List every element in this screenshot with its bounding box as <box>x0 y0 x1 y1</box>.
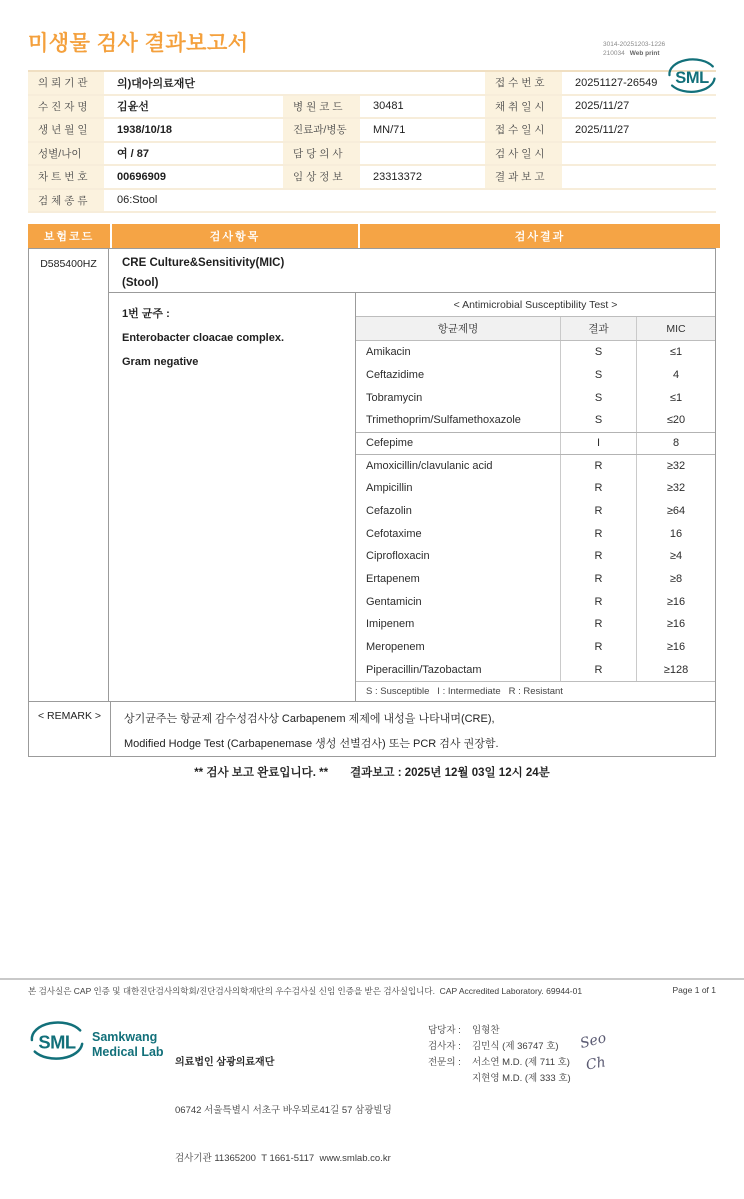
ast-row <box>356 477 715 500</box>
label-attending-doctor: 담당의사 <box>283 143 360 167</box>
ast-row <box>356 568 715 591</box>
staff-role: 전문의 : <box>428 1057 461 1068</box>
staff-line <box>428 1071 628 1087</box>
susceptibility-result: S <box>561 386 637 409</box>
mic-value: ≥16 <box>666 618 686 631</box>
report-datetime: 결과보고 : 2025년 12월 03일 12시 24분 <box>350 767 550 779</box>
footer-divider <box>0 978 744 980</box>
antibiotic-name: Amoxicillin/clavulanic acid <box>356 455 561 477</box>
ast-row <box>356 545 715 568</box>
staff-name: 서소연 M.D. (제 711 호) <box>472 1057 570 1068</box>
ast-row <box>356 454 715 477</box>
susceptibility-result: R <box>561 613 637 636</box>
label-sex-age: 성별/나이 <box>28 143 104 167</box>
page-title: 미생물 검사 결과보고서 <box>28 32 249 55</box>
value-collection-datetime: 2025/11/27 <box>562 96 716 120</box>
label-receipt-no: 접수번호 <box>485 72 562 96</box>
insurance-code: D585400HZ <box>29 249 109 701</box>
susceptibility-result: R <box>561 545 637 568</box>
antibiotic-name: Cefepime <box>356 433 561 455</box>
org-address: 06742 서울특별시 서초구 바우뫼로41길 57 삼광빌딩 <box>175 1105 392 1116</box>
mic-value: ≤1 <box>669 391 683 404</box>
specimen-name: (Stool) <box>122 277 159 289</box>
print-meta <box>603 49 665 58</box>
antibiotic-name: Ertapenem <box>356 568 561 591</box>
remark-label: < REMARK > <box>29 702 111 756</box>
patient-info-table <box>28 70 716 213</box>
antibiotic-name: Cefotaxime <box>356 522 561 545</box>
susceptibility-table <box>355 293 715 701</box>
footer-main <box>28 1018 716 1199</box>
col-mic: MIC <box>666 322 686 335</box>
remark-row <box>29 701 715 756</box>
antibiotic-name: Imipenem <box>356 613 561 636</box>
antibiotic-name: Trimethoprim/Sulfamethoxazole <box>356 409 561 432</box>
value-patient-name: 김윤선 <box>104 96 283 120</box>
ast-row <box>356 341 715 364</box>
antibiotic-name: Ciprofloxacin <box>356 545 561 568</box>
susceptibility-result: S <box>561 341 637 364</box>
test-name-cell <box>109 249 715 293</box>
org-contact: 검사기관 11365200 T 1661-5117 www.smlab.co.kr <box>175 1153 391 1164</box>
antibiotic-name: Cefazolin <box>356 500 561 523</box>
antibiotic-name: Ampicillin <box>356 477 561 500</box>
staff-role: 담당자 : <box>428 1025 461 1036</box>
label-department-ward: 진료과/병동 <box>283 119 360 143</box>
label-specimen-type: 검체종류 <box>28 190 104 214</box>
remark-text <box>111 702 715 756</box>
staff-name: 김민식 (제 36747 호) <box>472 1041 559 1052</box>
footer-accreditation-row <box>28 985 716 997</box>
label-birth-date: 생년월일 <box>28 119 104 143</box>
label-hospital-code: 병원코드 <box>283 96 360 120</box>
ast-row <box>356 432 715 455</box>
susceptibility-result: R <box>561 500 637 523</box>
susceptibility-result: S <box>561 409 637 432</box>
antibiotic-name: Ceftazidime <box>356 364 561 387</box>
ast-row <box>356 636 715 659</box>
label-result-report: 결과보고 <box>485 166 562 190</box>
lab-wordmark <box>92 1030 164 1060</box>
label-collection-datetime: 채취일시 <box>485 96 562 120</box>
result-table <box>28 224 716 757</box>
susceptibility-legend: S : Susceptible I : Intermediate R : Resistant <box>356 681 715 701</box>
ast-row <box>356 386 715 409</box>
signature-ch: Ch <box>584 1054 607 1074</box>
ast-row <box>356 590 715 613</box>
ast-row <box>356 364 715 387</box>
sml-footer-logo-icon <box>28 1018 86 1069</box>
value-department-ward: MN/71 <box>360 119 485 143</box>
label-chart-no: 차트번호 <box>28 166 104 190</box>
col-result: 결과 <box>561 317 637 340</box>
ast-rows <box>356 341 715 681</box>
susceptibility-result: S <box>561 364 637 387</box>
antibiotic-name: Piperacillin/Tazobactam <box>356 658 561 681</box>
susceptibility-result: R <box>561 590 637 613</box>
svg-text:SML: SML <box>675 68 709 87</box>
wordmark-line-2: Medical Lab <box>92 1045 164 1059</box>
organism-name: Enterobacter cloacae complex. <box>122 332 285 344</box>
header-insurance-code: 보험코드 <box>28 224 110 248</box>
print-code: 210034 <box>603 50 625 57</box>
mic-value: ≥32 <box>666 460 686 473</box>
value-sex-age: 여 / 87 <box>104 143 283 167</box>
header-test-result: 검사결과 <box>360 224 720 248</box>
mic-value: ≥16 <box>666 640 686 653</box>
susceptibility-header <box>356 317 715 341</box>
mic-value: ≥16 <box>666 595 686 608</box>
staff-name: 임형찬 <box>472 1025 500 1036</box>
result-table-body <box>28 248 716 757</box>
mic-value: 4 <box>672 368 680 381</box>
accreditation-text: 본 검사실은 CAP 인증 및 대한진단검사의학회/진단검사의학재단의 우수검사실 신임 인증을 받은 검사실입니다. CAP Accredited Laboratory. 69944-01 <box>28 986 583 996</box>
label-test-datetime: 검사일시 <box>485 143 562 167</box>
antibiotic-name: Meropenem <box>356 636 561 659</box>
mic-value: ≥64 <box>666 504 686 517</box>
value-hospital-code: 30481 <box>360 96 485 120</box>
page-number: Page 1 of 1 <box>672 985 716 995</box>
mic-value: ≥4 <box>669 550 683 563</box>
mic-value: ≥8 <box>669 572 683 585</box>
susceptibility-result: I <box>561 433 637 455</box>
remark-line-2: Modified Hodge Test (Carbapenemase 생성 선별검사) 또는 PCR 검사 권장함. <box>124 738 499 750</box>
label-patient-name: 수진자명 <box>28 96 104 120</box>
signature-seo: Seo <box>578 1030 608 1052</box>
ast-row <box>356 522 715 545</box>
antibiotic-name: Tobramycin <box>356 386 561 409</box>
value-clinical-info: 23313372 <box>360 166 485 190</box>
antibiotic-name: Amikacin <box>356 341 561 364</box>
susceptibility-result: R <box>561 636 637 659</box>
value-result-report <box>562 166 716 190</box>
staff-role: 검사자 : <box>428 1041 461 1052</box>
mic-value: 8 <box>672 437 680 450</box>
susceptibility-result: R <box>561 477 637 500</box>
label-requesting-org: 의뢰기관 <box>28 72 104 96</box>
completion-line <box>28 764 716 780</box>
footer-org-block <box>175 1018 428 1199</box>
value-receipt-datetime: 2025/11/27 <box>562 119 716 143</box>
footer-logo-block <box>28 1018 175 1199</box>
organism-cell <box>109 293 355 701</box>
test-name: CRE Culture&Sensitivity(MIC) <box>122 257 285 269</box>
report-page <box>0 30 744 1164</box>
staff-name: 지현영 M.D. (제 333 호) <box>472 1073 571 1084</box>
ast-row <box>356 409 715 432</box>
print-info <box>603 40 665 58</box>
strain-line: 1번 균주 : <box>122 308 170 320</box>
gram-stain: Gram negative <box>122 356 199 368</box>
org-name: 의료법인 삼광의료재단 <box>175 1057 275 1068</box>
ast-row <box>356 613 715 636</box>
value-attending-doctor <box>360 143 485 167</box>
label-receipt-datetime: 접수일시 <box>485 119 562 143</box>
print-mode: Web print <box>629 50 660 57</box>
result-table-header <box>28 224 716 248</box>
wordmark-line-1: Samkwang <box>92 1030 158 1044</box>
mic-value: ≤20 <box>666 414 686 427</box>
value-receipt-no: 20251127-26549 <box>562 72 716 96</box>
susceptibility-result: R <box>561 455 637 477</box>
value-specimen-type: 06:Stool <box>104 190 716 214</box>
value-requesting-org: 의)대아의료재단 <box>104 72 485 96</box>
value-test-datetime <box>562 143 716 167</box>
col-antibiotic-name: 항균제명 <box>356 317 561 340</box>
mic-value: ≥128 <box>663 663 689 676</box>
antibiotic-name: Gentamicin <box>356 590 561 613</box>
ast-row <box>356 500 715 523</box>
susceptibility-result: R <box>561 568 637 591</box>
value-chart-no: 00696909 <box>104 166 283 190</box>
svg-text:SML: SML <box>38 1031 76 1053</box>
mic-value: ≤1 <box>669 346 683 359</box>
completion-text: ** 검사 보고 완료입니다. ** <box>194 767 329 779</box>
mic-value: ≥32 <box>666 482 686 495</box>
mic-value: 16 <box>669 527 683 540</box>
label-clinical-info: 임상정보 <box>283 166 360 190</box>
sml-logo-icon <box>666 56 718 101</box>
susceptibility-result: R <box>561 658 637 681</box>
susceptibility-result: R <box>561 522 637 545</box>
document-number: 3014-20251203-1226 <box>603 41 666 48</box>
remark-line-1: 상기균주는 항균제 감수성검사상 Carbapenem 제제에 내성을 나타내며(CRE), <box>124 713 495 725</box>
value-birth-date: 1938/10/18 <box>104 119 283 143</box>
ast-row <box>356 658 715 681</box>
header-test-item: 검사항목 <box>112 224 358 248</box>
susceptibility-title: < Antimicrobial Susceptibility Test > <box>356 293 715 317</box>
